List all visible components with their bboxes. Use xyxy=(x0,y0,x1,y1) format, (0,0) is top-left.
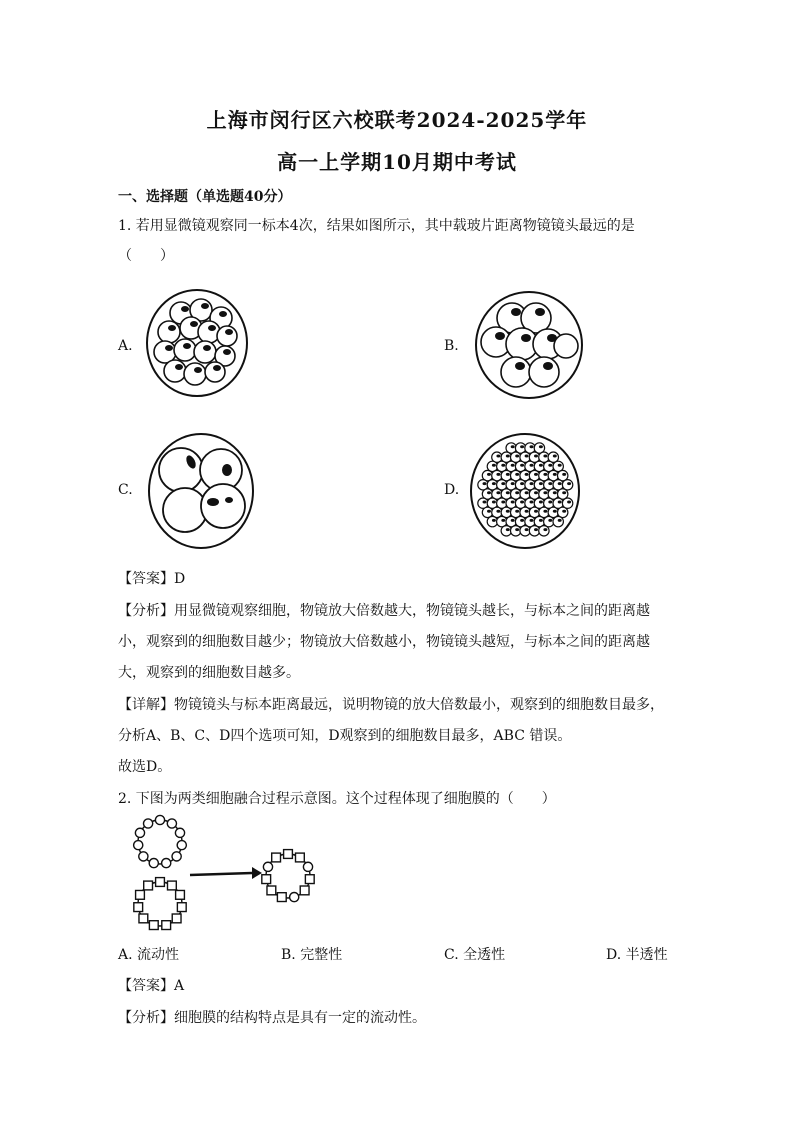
q2-stem: 2. 下图为两类细胞融合过程示意图。这个过程体现了细胞膜的（ ） xyxy=(118,791,556,807)
q1-analysis-line3: 大，观察到的细胞数目越多。 xyxy=(118,665,300,681)
q1-paren: （ ） xyxy=(118,248,174,264)
document-title-line2: 高一上学期10月期中考试 xyxy=(277,150,517,174)
q1-option-d-label: D. xyxy=(444,482,460,498)
q1-analysis-line2: 小，观察到的细胞数目越少；物镜放大倍数越小，物镜镜头越短，与标本之间的距离越 xyxy=(118,634,650,650)
q2-option-d: D. 半透性 xyxy=(606,947,668,963)
q2-option-a: A. 流动性 xyxy=(118,947,180,963)
q1-figure-b xyxy=(474,290,584,400)
q1-detail-line2: 分析A、B、C、D四个选项可知，D观察到的细胞数目最多，ABC 错误。 xyxy=(118,728,572,744)
q1-detail-line3: 故选D。 xyxy=(118,759,172,775)
section-heading: 一、选择题（单选题40分） xyxy=(118,189,292,205)
q1-option-b-label: B. xyxy=(444,338,459,354)
q1-option-c-label: C. xyxy=(118,482,133,498)
q2-option-c: C. 全透性 xyxy=(444,947,506,963)
q1-detail-line1: 【详解】物镜镜头与标本距离最远，说明物镜的放大倍数最小，观察到的细胞数目最多， xyxy=(118,697,664,713)
q2-figure-cell-fusion xyxy=(128,812,328,932)
document-title-line1: 上海市闵行区六校联考2024-2025学年 xyxy=(206,108,588,132)
q1-figure-c xyxy=(147,432,255,550)
q2-option-b: B. 完整性 xyxy=(281,947,343,963)
q1-option-a-label: A. xyxy=(118,338,133,354)
q2-answer: 【答案】A xyxy=(118,978,185,994)
q2-analysis: 【分析】细胞膜的结构特点是具有一定的流动性。 xyxy=(118,1010,426,1026)
q1-analysis-line1: 【分析】用显微镜观察细胞，物镜放大倍数越大，物镜镜头越长，与标本之间的距离越 xyxy=(118,603,650,619)
q1-stem: 1. 若用显微镜观察同一标本4次，结果如图所示，其中载玻片距离物镜镜头最远的是 xyxy=(118,218,635,234)
q1-answer: 【答案】D xyxy=(118,571,186,587)
q1-figure-d xyxy=(469,432,581,550)
q1-figure-a xyxy=(145,288,249,398)
